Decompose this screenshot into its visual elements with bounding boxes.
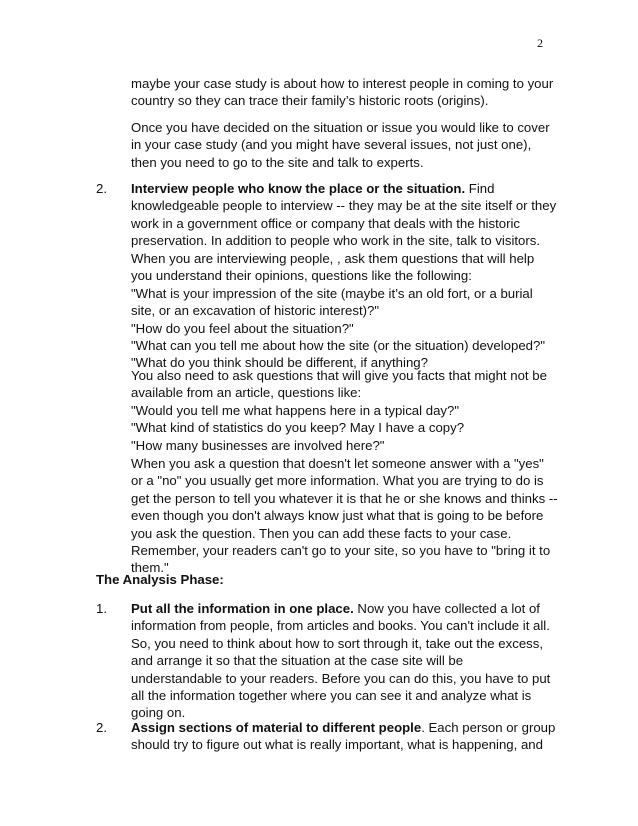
text-line: Remember, your readers can't go to your site, so you have to "bring it to xyxy=(131,543,551,559)
text-line: available from an article, questions like: xyxy=(131,385,362,401)
text-line: Once you have decided on the situation or issue you would like to cover xyxy=(131,120,550,135)
text-line xyxy=(131,600,551,617)
text-line: So, you need to think about how to sort through it, take out the excess, xyxy=(131,635,543,651)
text-line: "Would you tell me what happens here in a typical day?" xyxy=(131,402,460,418)
analysis-one-paragraph xyxy=(131,600,551,722)
text-fragment: . Each person or group xyxy=(421,720,556,735)
yes-no-paragraph xyxy=(131,455,558,577)
text-line xyxy=(131,719,556,736)
text-line: get the person to tell you whatever it is that he or she knows and thinks -- xyxy=(131,490,558,506)
text-line: all the information together where you can see it and analyze what is xyxy=(131,688,532,704)
text-line: or a "no" you usually get more information. What you are trying to do is xyxy=(131,473,544,489)
text-line: work in a government office or company that deals with the historic xyxy=(131,215,520,231)
text-line: "What kind of statistics do you keep? May I have a copy? xyxy=(131,420,465,436)
item-title: Put all the information in one place. xyxy=(131,601,354,616)
facts-paragraph xyxy=(131,367,551,454)
interviewing-paragraph xyxy=(131,250,551,372)
text-line: them." xyxy=(131,560,169,576)
text-line: in your case study (and you might have several issues, not just one), xyxy=(131,137,532,153)
text-line: understandable to your readers. Before you can do this, you have to put xyxy=(131,670,551,686)
intro-paragraph xyxy=(131,75,554,110)
text-line: country so they can trace their family’s historic roots (origins). xyxy=(131,93,489,109)
analysis-two-paragraph xyxy=(131,719,556,754)
item-title: Assign sections of material to different people xyxy=(131,720,422,735)
text-line xyxy=(131,180,551,197)
text-line: When you ask a question that doesn't let someone answer with a "yes" xyxy=(131,456,544,471)
text-line: you ask the question. Then you can add these facts to your case. xyxy=(131,525,512,541)
text-line: going on. xyxy=(131,705,186,721)
text-line: even though you don't always know just what that is going to be before xyxy=(131,508,544,524)
text-line: knowledgeable people to interview -- they may be at the site itself or they xyxy=(131,198,557,214)
decided-paragraph xyxy=(131,119,551,171)
text-line: you understand their opinions, questions like the following: xyxy=(131,268,472,284)
text-line: "How do you feel about the situation?" xyxy=(131,320,354,336)
section-heading: The Analysis Phase: xyxy=(96,572,224,587)
text-line: should try to figure out what is really important, what is happening, and xyxy=(131,737,543,753)
item-number: 1. xyxy=(96,601,107,616)
text-line: "What can you tell me about how the site (or the situation) developed?" xyxy=(131,338,546,354)
item-number: 2. xyxy=(96,720,107,735)
text-fragment: Find xyxy=(465,181,495,196)
text-line: information from people, from articles and books. You can't include it all. xyxy=(131,618,550,634)
text-line: site, or an excavation of historic interest)?" xyxy=(131,303,380,319)
text-line: preservation. In addition to people who work in the site, talk to visitors. xyxy=(131,233,541,249)
text-line: "What is your impression of the site (maybe it’s an old fort, or a burial xyxy=(131,285,533,301)
text-line: maybe your case study is about how to interest people in coming to your xyxy=(131,76,554,91)
page-number: 2 xyxy=(537,36,543,50)
text-line: then you need to go to the site and talk to experts. xyxy=(131,154,424,170)
text-line: "How many businesses are involved here?" xyxy=(131,437,385,453)
text-line: and arrange it so that the situation at the case site will be xyxy=(131,653,464,669)
item-number: 2. xyxy=(96,181,107,196)
text-fragment: Now you have collected a lot of xyxy=(353,601,540,616)
item-title: Interview people who know the place or the situation. xyxy=(131,181,466,196)
text-line: When you are interviewing people, , ask them questions that will help xyxy=(131,251,535,266)
text-line: You also need to ask questions that will give you facts that might not be xyxy=(131,368,547,383)
interview-paragraph xyxy=(131,180,557,250)
text-line: "What do you think should be different, if anything? xyxy=(131,355,428,371)
